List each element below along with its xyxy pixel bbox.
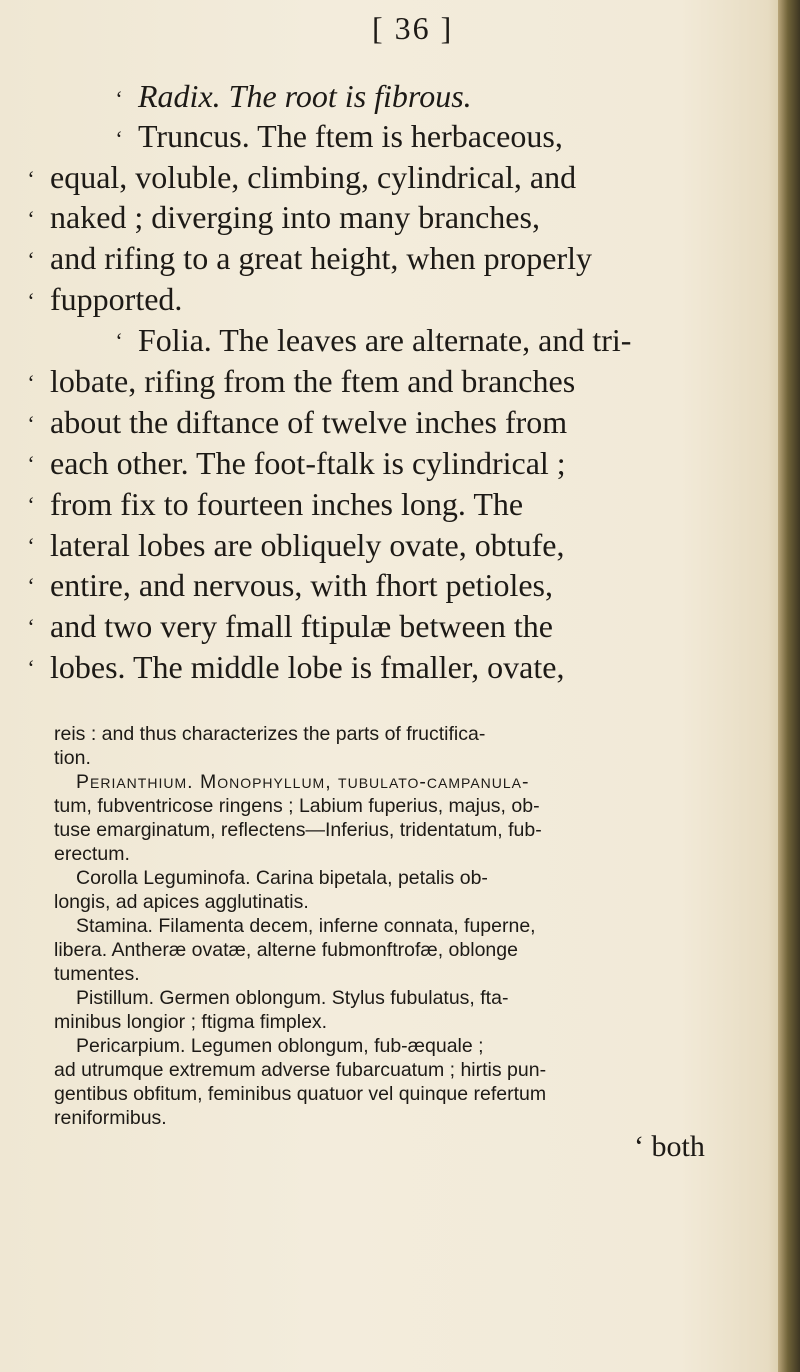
catchword: ‘ both (634, 1130, 705, 1163)
footnote-line: tion. (54, 747, 91, 769)
text-line: about the diftance of twelve inches from (50, 404, 568, 440)
footnote-line: gentibus obfitum, feminibus quatuor vel quinque refertum (54, 1083, 547, 1105)
text-line: and rifing to a great height, when properly (50, 240, 593, 276)
quote-mark: ‘ (27, 451, 35, 476)
text-line: fupported. (50, 281, 183, 317)
text-line: from fix to fourteen inches long. The (50, 486, 524, 522)
quote-mark: ‘ (27, 492, 35, 517)
footnote-line: minibus longior ; ftigma fimplex. (54, 1011, 328, 1033)
footnote-line: Perianthium. Monophyllum, tubulato-campanula- (76, 771, 530, 793)
text-line: Radix. The root is fibrous. (138, 78, 472, 114)
footnote-line: tuse emarginatum, reflectens—Inferius, tridentatum, fub- (54, 819, 542, 841)
text-line: equal, voluble, climbing, cylindrical, and (50, 159, 577, 195)
footnote-line: Pistillum. Germen oblongum. Stylus fubulatus, fta- (76, 987, 509, 1009)
footnote-line: ad utrumque extremum adverse fubarcuatum ; hirtis pun- (54, 1059, 547, 1081)
text-line: Truncus. The ftem is herbaceous, (138, 118, 563, 154)
quote-mark: ‘ (27, 573, 35, 598)
text-line: Folia. The leaves are alternate, and tri- (138, 322, 632, 358)
quote-mark: ‘ (27, 411, 35, 436)
quote-mark: ‘ (115, 328, 123, 353)
quote-mark: ‘ (27, 533, 35, 558)
quote-mark: ‘ (27, 614, 35, 639)
quote-mark: ‘ (27, 247, 35, 272)
footnote-line: Pericarpium. Legumen oblongum, fub-æquale ; (76, 1035, 484, 1057)
footnote-line: tum, fubventricose ringens ; Labium fuperius, majus, ob- (54, 795, 540, 817)
text-line: lobate, rifing from the ftem and branches (50, 363, 576, 399)
footnote-line: tumentes. (54, 963, 140, 985)
quote-mark: ‘ (115, 126, 123, 151)
text-line: each other. The foot-ftalk is cylindrical ; (50, 445, 566, 481)
text-line: lobes. The middle lobe is fmaller, ovate, (50, 649, 565, 685)
footnote-line: erectum. (54, 843, 130, 865)
text-line: naked ; diverging into many branches, (50, 199, 540, 235)
quote-mark: ‘ (27, 655, 35, 680)
footnote-line: Corolla Leguminofa. Carina bipetala, petalis ob- (76, 867, 488, 889)
page-edge-shadow (778, 0, 800, 1372)
footnote-line: reis : and thus characterizes the parts of fructifica- (54, 723, 486, 745)
text-line (138, 76, 472, 116)
text-line: and two very fmall ftipulæ between the (50, 608, 553, 644)
footnote-line: reniformibus. (54, 1107, 167, 1129)
page-number: [ 36 ] (372, 10, 454, 46)
text-line: entire, and nervous, with fhort petioles, (50, 567, 553, 603)
quote-mark: ‘ (27, 206, 35, 231)
quote-mark: ‘ (27, 166, 35, 191)
quote-mark: ‘ (115, 86, 123, 111)
footnote-line: Stamina. Filamenta decem, inferne connata, fuperne, (76, 915, 536, 937)
quote-mark: ‘ (27, 288, 35, 313)
footnote-line: longis, ad apices agglutinatis. (54, 891, 309, 913)
footnote-line: libera. Antheræ ovatæ, alterne fubmonftrofæ, oblonge (54, 939, 518, 961)
text-line: lateral lobes are obliquely ovate, obtufe, (50, 527, 565, 563)
quote-mark: ‘ (27, 370, 35, 395)
